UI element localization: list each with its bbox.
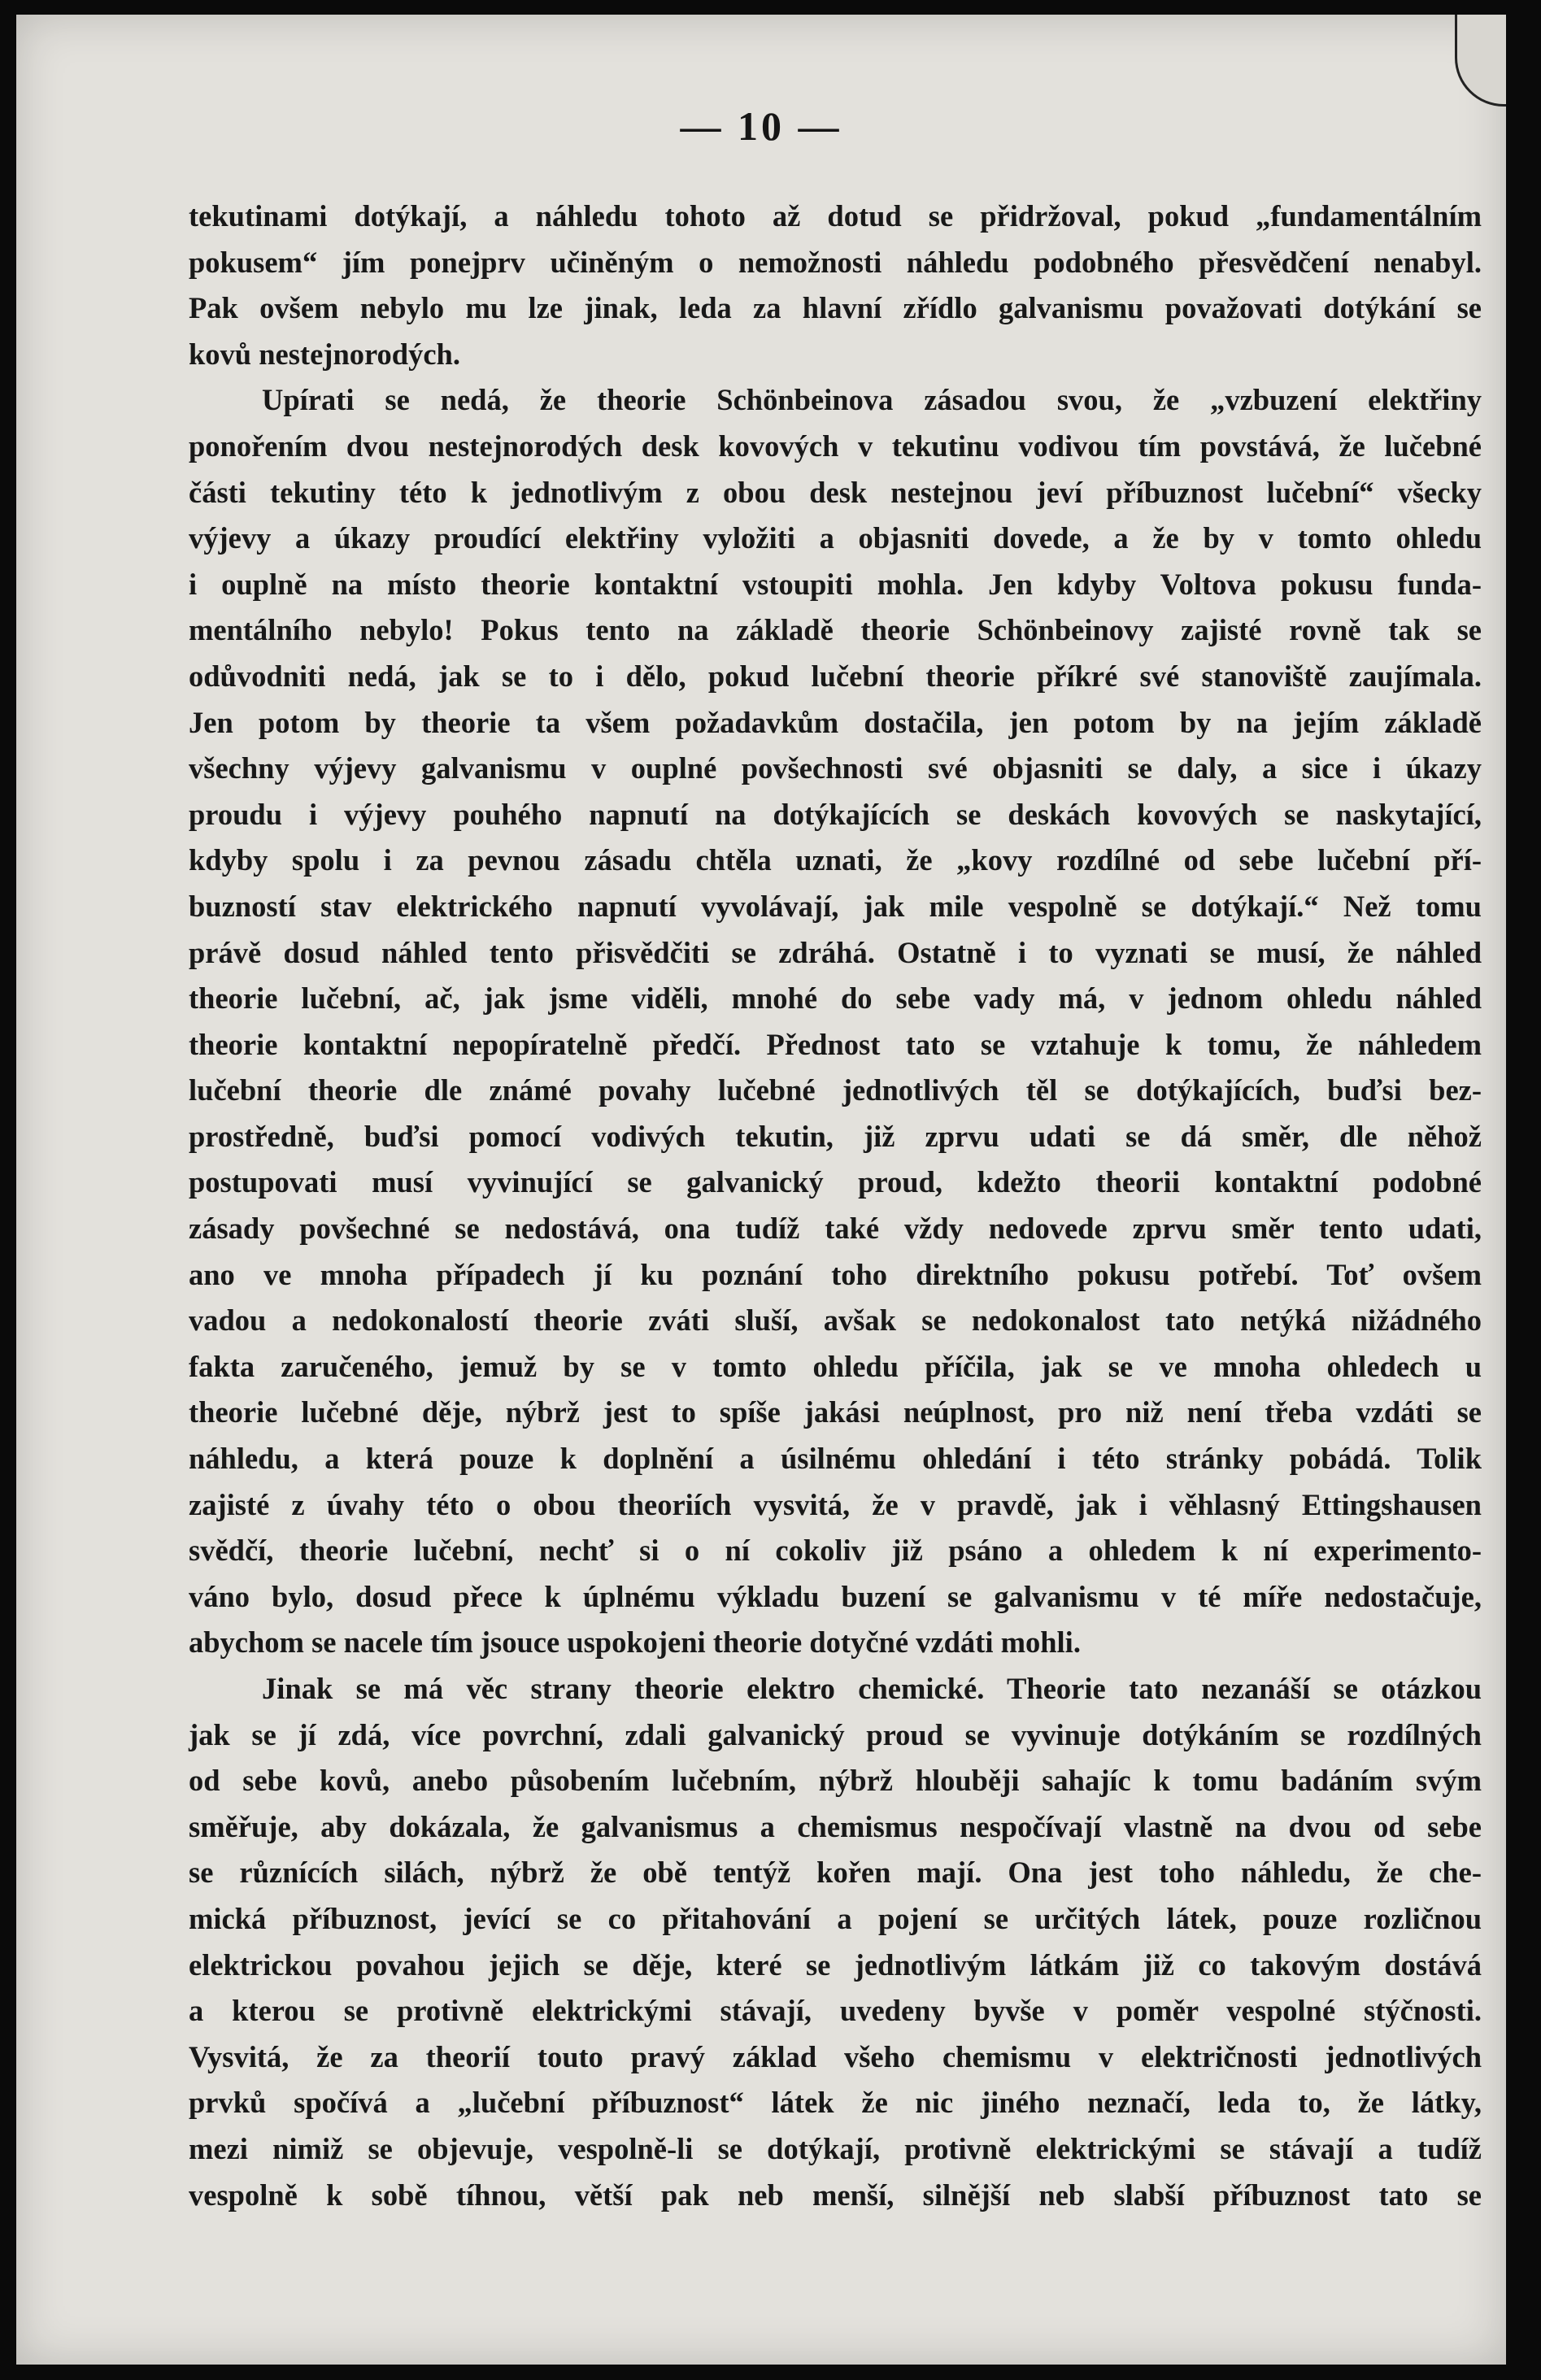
text-line: váno bylo, dosud přece k úplnému výkladu buzení se galvanismu v té míře nedostačuje, — [189, 1579, 1482, 1613]
text-line: theorie lučební, ač, jak jsme viděli, mnohé do sebe vady má, v jednom ohledu náhled — [189, 981, 1482, 1016]
paragraph — [189, 1666, 1482, 2218]
text-line: se různících silách, nýbrž že obě tentýž kořen mají. Ona jest toho náhledu, že che- — [189, 1856, 1482, 1890]
paragraph — [189, 377, 1482, 1666]
text-line: buzností stav elektrického napnutí vyvolávají, jak mile vespolně se dotýkají.“ Než tomu — [189, 889, 1482, 923]
text-line: Jen potom by theorie ta všem požadavkům dostačila, jen potom by na jejím základě — [189, 705, 1482, 739]
text-line: kdyby spolu i za pevnou zásadu chtěla uznati, že „kovy rozdílné od sebe lučební pří- — [189, 843, 1482, 877]
text-line: abychom se nacele tím jsouce uspokojeni theorie dotyčné vzdáti mohli. — [189, 1625, 1081, 1660]
text-line: všechny výjevy galvanismu v ouplné povšechnosti své objasniti se daly, a sice i úkazy — [189, 751, 1482, 785]
text-line: proudu i výjevy pouhého napnutí na dotýkajících se deskách kovových se naskytající, — [189, 797, 1482, 831]
text-line: lučební theorie dle známé povahy lučebné jednotlivých těl se dotýkajících, buďsi bez- — [189, 1073, 1482, 1107]
text-line: náhledu, a která pouze k doplnění a úsilnému ohledání i této stránky pobádá. Tolik — [189, 1442, 1482, 1476]
page-number: — 10 — — [680, 103, 842, 149]
text-line: mická příbuznost, jevící se co přitahování a pojení se určitých látek, pouze rozličnou — [189, 1901, 1482, 1935]
page-corner-fold — [1455, 15, 1506, 107]
text-line: jak se jí zdá, více povrchní, zdali galvanický proud se vyvinuje dotýkáním se rozdílných — [189, 1717, 1482, 1751]
text-line: svědčí, theorie lučební, nechť si o ní cokoliv již psáno a ohledem k ní experimento- — [189, 1534, 1482, 1568]
text-line: kovů nestejnorodých. — [189, 337, 460, 371]
text-line: Pak ovšem nebylo mu lze jinak, leda za hlavní zřídlo galvanismu považovati dotýkání se — [189, 291, 1482, 325]
text-line: tekutinami dotýkají, a náhledu tohoto až dotud se přidržoval, pokud „fundamentálním — [189, 199, 1482, 233]
text-line: elektrickou povahou jejich se děje, které se jednotlivým látkám již co takovým dostává — [189, 1947, 1482, 1982]
text-line: a kterou se protivně elektrickými stávají, uvedeny byvše v poměr vespolné stýčnosti. — [189, 1994, 1482, 2028]
text-line: Vysvitá, že za theorií touto pravý základ všeho chemismu v električnosti jednotlivých — [189, 2039, 1482, 2073]
text-line: od sebe kovů, anebo působením lučebním, nýbrž hlouběji sahajíc k tomu badáním svým — [189, 1764, 1482, 1798]
text-line: fakta zaručeného, jemuž by se v tomto ohledu příčila, jak se ve mnoha ohledech u — [189, 1349, 1482, 1383]
text-line: Upírati se nedá, že theorie Schönbeinova zásadou svou, že „vzbuzení elektřiny — [262, 383, 1482, 417]
body-text — [189, 194, 1482, 2218]
text-line: prvků spočívá a „lučební příbuznost“ látek že nic jiného neznačí, leda to, že látky, — [189, 2086, 1482, 2120]
scanned-page — [16, 15, 1506, 2365]
text-line: směřuje, aby dokázala, že galvanismus a chemismus nespočívají vlastně na dvou od sebe — [189, 1809, 1482, 1843]
text-line: vespolně k sobě tíhnou, větší pak neb menší, silnější neb slabší příbuznost tato se — [189, 2178, 1482, 2212]
text-line: výjevy a úkazy proudící elektřiny vyložiti a objasniti dovede, a že by v tomto ohledu — [189, 521, 1482, 555]
paragraph — [189, 194, 1482, 377]
text-line: zajisté z úvahy této o obou theoriích vysvitá, že v pravdě, jak i věhlasný Ettingshausen — [189, 1487, 1482, 1521]
text-line: Jinak se má věc strany theorie elektro chemické. Theorie tato nezanáší se otázkou — [262, 1672, 1482, 1705]
text-line: části tekutiny této k jednotlivým z obou desk nestejnou jeví příbuznost lučební“ všecky — [189, 475, 1482, 509]
text-line: pokusem“ jím ponejprv učiněným o nemožnosti náhledu podobného přesvědčení nenabyl. — [189, 245, 1482, 279]
text-line: odůvodniti nedá, jak se to i dělo, pokud lučební theorie příkré své stanoviště zaujímala. — [189, 659, 1482, 693]
text-line: theorie kontaktní nepopíratelně předčí. Přednost tato se vztahuje k tomu, že náhledem — [189, 1027, 1482, 1061]
text-line: prostředně, buďsi pomocí vodivých tekutin, již zprvu udati se dá směr, dle něhož — [189, 1119, 1482, 1153]
text-line: postupovati musí vyvinující se galvanický proud, kdežto theorii kontaktní podobné — [189, 1165, 1482, 1199]
text-line: i ouplně na místo theorie kontaktní vstoupiti mohla. Jen kdyby Voltova pokusu funda- — [189, 567, 1482, 601]
text-line: mezi nimiž se objevuje, vespolně-li se dotýkají, protivně elektrickými se stávají a tudíž — [189, 2131, 1482, 2165]
text-line: mentálního nebylo! Pokus tento na základě theorie Schönbeinovy zajisté rovně tak se — [189, 613, 1482, 647]
text-line: ano ve mnoha případech jí ku poznání toho direktního pokusu potřebí. Toť ovšem — [189, 1257, 1482, 1291]
text-line: vadou a nedokonalostí theorie zváti sluší, avšak se nedokonalost tato netýká nižádného — [189, 1303, 1482, 1338]
text-line: theorie lučebné děje, nýbrž jest to spíše jakási neúplnost, pro niž není třeba vzdáti se — [189, 1395, 1482, 1429]
text-line: ponořením dvou nestejnorodých desk kovových v tekutinu vodivou tím povstává, že lučebné — [189, 429, 1482, 463]
text-line: právě dosud náhled tento přisvědčiti se zdráhá. Ostatně i to vyznati se musí, že náhled — [189, 935, 1482, 969]
text-line: zásady povšechné se nedostává, ona tudíž také vždy nedovede zprvu směr tento udati, — [189, 1212, 1482, 1246]
